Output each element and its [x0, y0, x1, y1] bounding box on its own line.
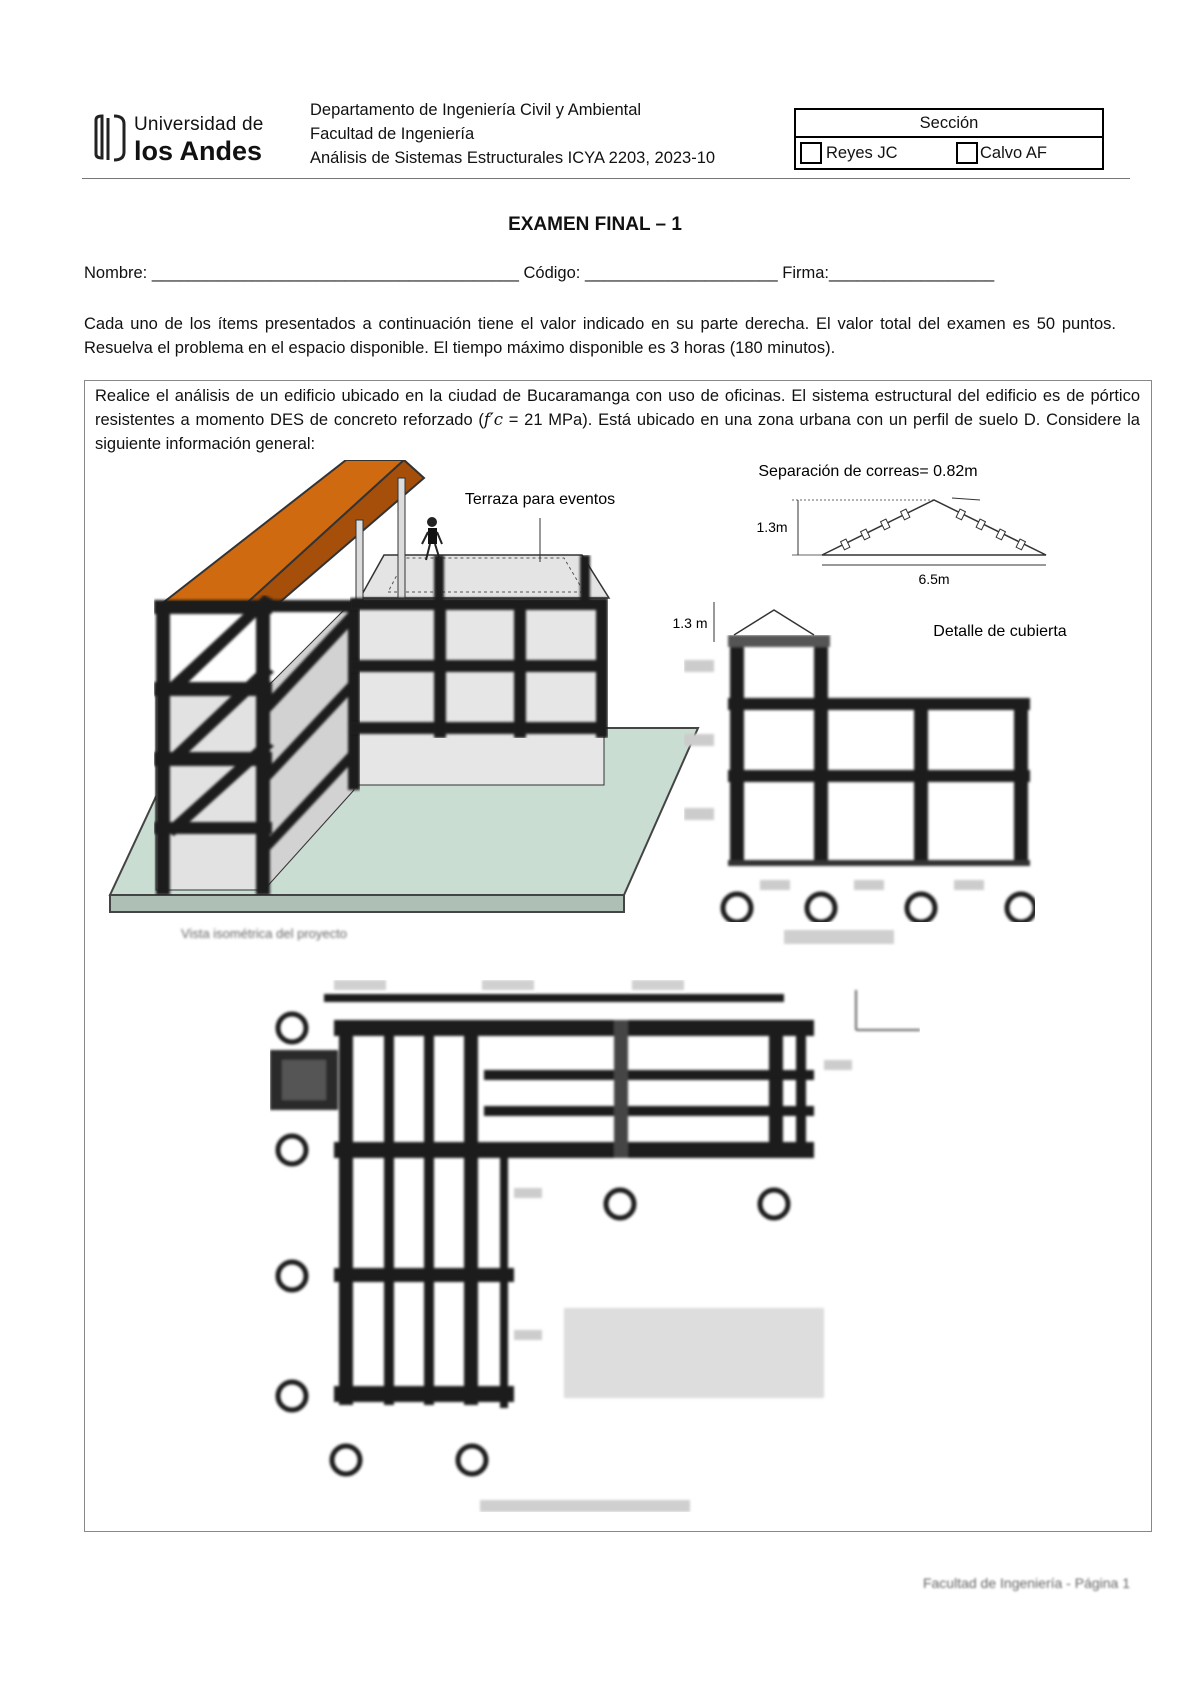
problem-statement: Realice el análisis de un edificio ubicado en la ciudad de Bucaramanga con uso de oficinas. El sistema estructural del edificio es de pórtico resistentes a momento DES de concreto reforzado (f′c = 21 MPa). Está ubicado en una zona urbana con un perfil de suelo D. Considere la siguiente información general: [95, 387, 1140, 453]
truss-height-label: 1.3 m [672, 615, 708, 631]
section-selector [794, 108, 1104, 170]
logo-andes-line: los Andes [134, 136, 263, 166]
faculty-name: Facultad de Ingeniería [310, 125, 475, 143]
elevation-truss [734, 610, 814, 635]
section-checkbox-calvo[interactable] [956, 142, 978, 164]
roof-detail [756, 463, 1046, 587]
plan-view [270, 980, 920, 1512]
roof-post [356, 520, 363, 600]
roof-height-label: 1.3m [756, 519, 788, 535]
elevation-frame [684, 635, 1035, 922]
course-name: Análisis de Sistemas Estructurales ICYA 2203, 2023-10 [310, 149, 716, 167]
purlins [841, 509, 1026, 550]
roof-span-label: 6.5m [918, 571, 950, 587]
isometric-caption: Vista isométrica del proyecto [181, 926, 347, 941]
structure-figure [84, 460, 1152, 1532]
isometric-view [110, 460, 698, 941]
university-logo [92, 110, 262, 170]
exam-title: EXAMEN FINAL – 1 [508, 214, 682, 235]
university-logo-icon [92, 114, 128, 162]
roof-post [398, 478, 405, 598]
page-footer: Facultad de Ingeniería - Página 1 [922, 1575, 1130, 1591]
frame-elevation [672, 602, 1066, 944]
person-figure [422, 517, 442, 560]
terrace-label: Terraza para eventos [464, 491, 616, 508]
purlin-spacing-label: Separación de correas= 0.82m [758, 463, 978, 480]
department-name: Departamento de Ingeniería Civil y Ambiental [310, 101, 642, 119]
ground-slab-edge [110, 895, 624, 912]
roof-truss-outline [822, 500, 1046, 555]
section-checkbox-reyes[interactable] [800, 142, 822, 164]
logo-university-line: Universidad de [134, 114, 264, 135]
exam-instructions: Cada uno de los ítems presentados a continuación tiene el valor indicado en su parte derecha. El valor total del examen es 50 puntos. Resuelva el problema en el espacio disponible. El tiempo máximo disponible es 3 horas (180 minutos). [84, 315, 1116, 357]
section-label-calvo: Calvo AF [980, 144, 1047, 162]
header-divider [82, 178, 1130, 179]
roof-detail-label: Detalle de cubierta [933, 623, 1067, 640]
fc-symbol: f′c [483, 410, 503, 429]
right-block-facade [354, 605, 604, 785]
elevation-caption [784, 930, 894, 944]
student-fields: Nombre: ________________________________________ Código: _____________________ Firma:__________________ [84, 264, 995, 282]
section-title: Sección [796, 110, 1102, 138]
section-label-reyes: Reyes JC [826, 144, 898, 162]
